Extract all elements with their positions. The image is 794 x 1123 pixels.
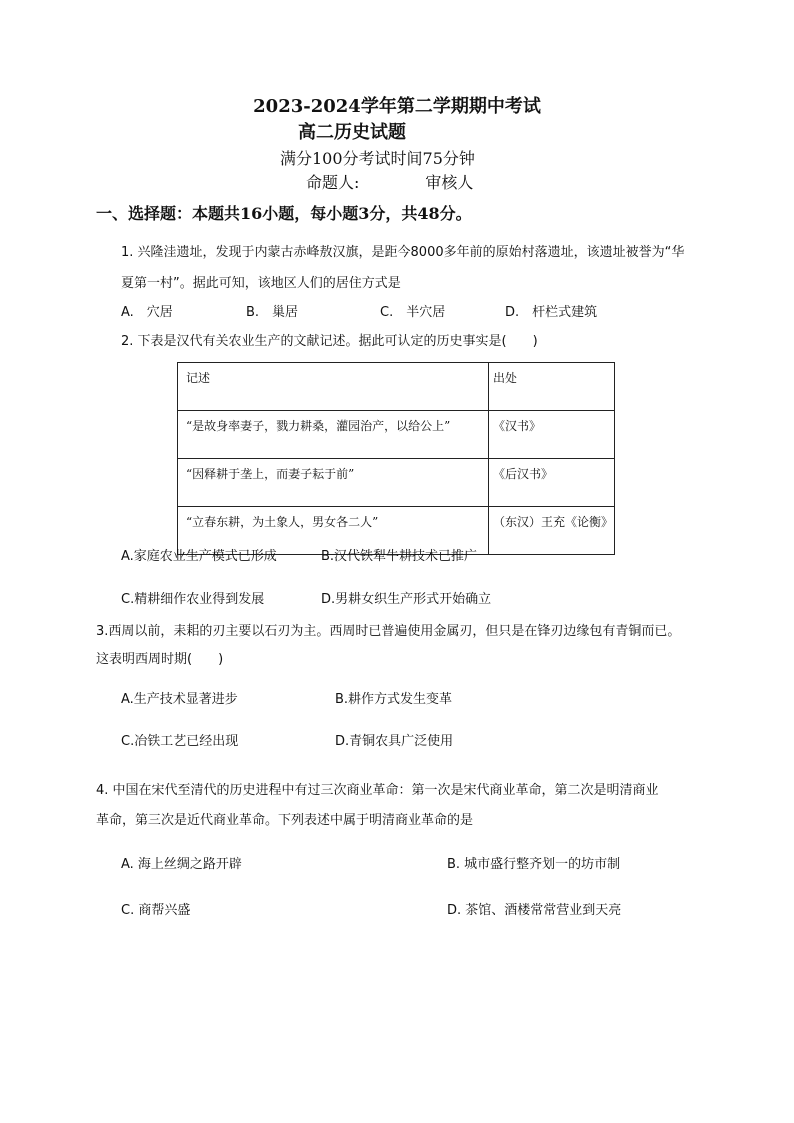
source-table	[177, 362, 615, 555]
table-row	[178, 411, 615, 459]
table-cell-source: （东汉）王充《论衡》	[489, 507, 615, 555]
q2-option-a: A.家庭农业生产模式已形成	[121, 549, 277, 564]
table-header-cell: 出处	[489, 363, 615, 411]
exam-subtitle: 高二历史试题	[298, 122, 406, 143]
q2-option-c: C.精耕细作农业得到发展	[121, 592, 265, 607]
q2-option-d: D.男耕女织生产形式开始确立	[321, 592, 492, 607]
q4-option-d: D. 茶馆、酒楼常常营业到天亮	[447, 903, 622, 918]
q3-stem-line1: 3.西周以前，耒耜的刃主要以石刃为主。西周时已普遍使用金属刃，但只是在锋刃边缘包有青铜而已。	[96, 624, 681, 639]
q4-option-a: A. 海上丝绸之路开辟	[121, 857, 242, 872]
table-header-row	[178, 363, 615, 411]
table-row	[178, 459, 615, 507]
table-cell-quote: “是故身率妻子，戮力耕桑，灌园治产，以给公上”	[178, 411, 489, 459]
section-heading: 一、选择题：本题共16小题，每小题3分，共48分。	[96, 204, 472, 223]
reviewer-label: 审核人	[425, 173, 474, 192]
q3-option-b: B.耕作方式发生变革	[335, 692, 453, 707]
q4-option-b: B. 城市盛行整齐划一的坊市制	[447, 857, 621, 872]
q1-option-d: D. 杆栏式建筑	[505, 305, 598, 320]
q3-option-a: A.生产技术显著进步	[121, 692, 238, 707]
q3-stem-line2: 这表明西周时期( )	[96, 652, 224, 667]
q2-stem: 2. 下表是汉代有关农业生产的文献记述。据此可认定的历史事实是( )	[121, 334, 538, 349]
q1-stem-line2: 夏第一村”。据此可知，该地区人们的居住方式是	[121, 276, 401, 291]
table-cell-quote: “因释耕于垄上，而妻子耘于前”	[178, 459, 489, 507]
author-line	[306, 170, 473, 193]
exam-title: 2023-2024学年第二学期期中考试	[253, 96, 541, 117]
q1-option-c: C. 半穴居	[380, 305, 446, 320]
table-cell-source: 《后汉书》	[489, 459, 615, 507]
proposer-label: 命题人:	[306, 173, 360, 192]
q1-option-a: A. 穴居	[121, 305, 173, 320]
q1-stem-line1: 1. 兴隆洼遗址，发现于内蒙古赤峰敖汉旗，是距今8000多年前的原始村落遗址，该遗址被誉为“华	[121, 245, 685, 260]
table-cell-source: 《汉书》	[489, 411, 615, 459]
q3-option-d: D.青铜农具广泛使用	[335, 734, 454, 749]
q1-option-b: B. 巢居	[246, 305, 299, 320]
q4-stem-line2: 革命，第三次是近代商业革命。下列表述中属于明清商业革命的是	[96, 813, 474, 828]
exam-info: 满分100分考试时间75分钟	[280, 149, 475, 168]
q4-stem-line1: 4. 中国在宋代至清代的历史进程中有过三次商业革命：第一次是宋代商业革命，第二次是明清商业	[96, 783, 659, 798]
q2-option-b: B.汉代铁犁牛耕技术已推广	[321, 549, 478, 564]
table-cell-quote: “立春东耕，为土象人，男女各二人”	[178, 507, 489, 555]
table-header-cell: 记述	[178, 363, 489, 411]
q4-option-c: C. 商帮兴盛	[121, 903, 191, 918]
q3-option-c: C.冶铁工艺已经出现	[121, 734, 239, 749]
